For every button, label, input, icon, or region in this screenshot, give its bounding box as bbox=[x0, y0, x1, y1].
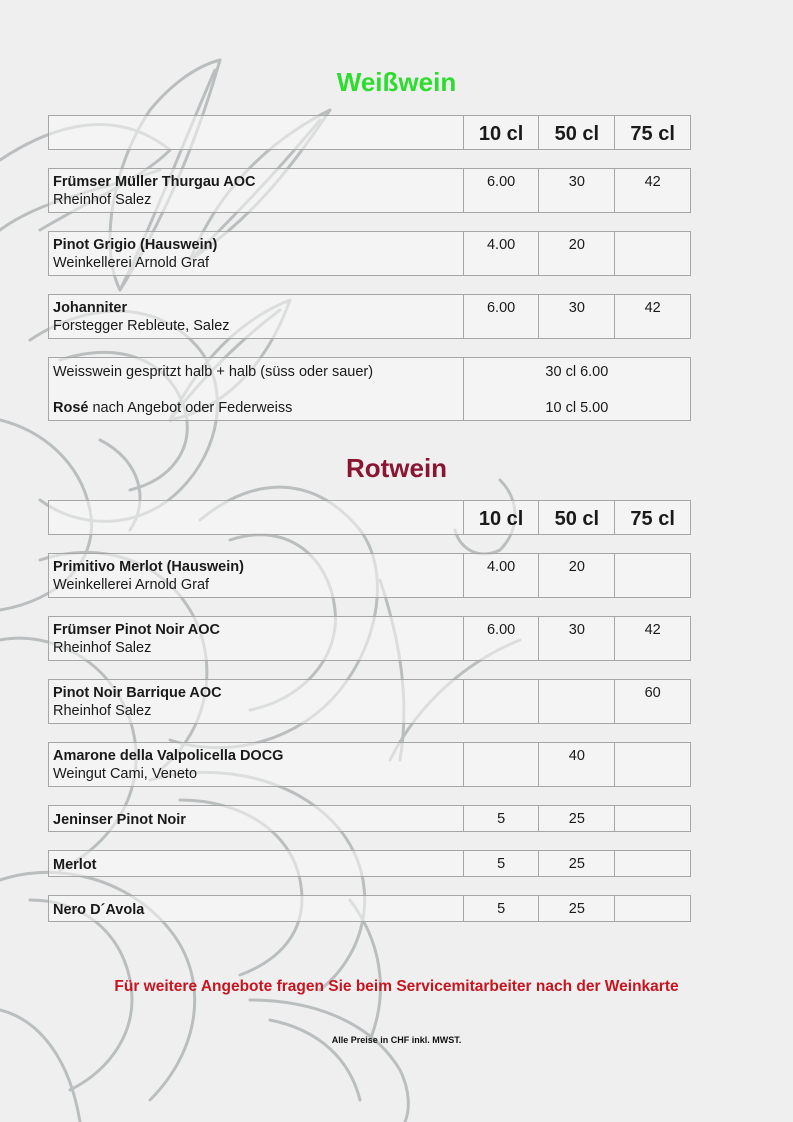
wine-producer: Rheinhof Salez bbox=[53, 703, 152, 719]
price-75cl: 42 bbox=[644, 174, 661, 190]
price-50cl bbox=[539, 680, 615, 723]
wine-name: Frümser Pinot Noir AOC bbox=[53, 622, 221, 638]
wine-row bbox=[48, 231, 691, 276]
wine-row bbox=[48, 616, 691, 661]
wine-producer: Rheinhof Salez bbox=[53, 192, 152, 208]
wine-name: Pinot Grigio (Hauswein) bbox=[53, 237, 218, 253]
wine-name: Primitivo Merlot (Hauswein) bbox=[53, 559, 244, 575]
wine-name-cell bbox=[49, 554, 464, 597]
price-10cl: 5 bbox=[464, 851, 540, 876]
wine-name-cell bbox=[49, 743, 464, 786]
wine-name: Jeninser Pinot Noir bbox=[53, 812, 186, 828]
price-75cl bbox=[615, 232, 690, 275]
spritzer-rose-price-cell bbox=[464, 358, 690, 420]
price-75cl: 42 bbox=[644, 622, 661, 638]
price-75cl bbox=[615, 896, 690, 921]
wine-producer: Weinkellerei Arnold Graf bbox=[53, 577, 210, 593]
wine-row bbox=[48, 742, 691, 787]
price-50cl: 30 bbox=[539, 295, 615, 338]
price-75cl bbox=[615, 851, 690, 876]
spritzer-text: Weisswein gespritzt halb + halb (süss oder sauer) bbox=[53, 364, 374, 380]
white-wine-title: Weißwein bbox=[336, 67, 457, 97]
spritzer-rose-text-cell bbox=[49, 358, 464, 420]
header-75cl: 75 cl bbox=[630, 508, 675, 530]
header-blank-cell bbox=[49, 501, 464, 534]
price-75cl bbox=[615, 554, 690, 597]
wine-name-cell bbox=[49, 169, 464, 212]
price-10cl: 5 bbox=[464, 896, 540, 921]
price-75cl bbox=[615, 806, 690, 831]
wine-name-cell bbox=[49, 896, 464, 921]
price-50cl: 25 bbox=[539, 851, 615, 876]
rose-line bbox=[53, 399, 459, 417]
header-50cl: 50 cl bbox=[539, 501, 615, 534]
spritzer-rose-row bbox=[48, 357, 691, 421]
rose-label: Rosé bbox=[53, 400, 89, 416]
header-75cl: 75 cl bbox=[630, 123, 675, 145]
wine-producer: Forstegger Rebleute, Salez bbox=[53, 318, 230, 334]
wine-row bbox=[48, 168, 691, 213]
wine-name-cell bbox=[49, 806, 464, 831]
header-10cl: 10 cl bbox=[464, 501, 540, 534]
white-wine-header-row bbox=[48, 115, 691, 150]
price-75cl: 42 bbox=[644, 300, 661, 316]
wine-producer: Weingut Cami, Veneto bbox=[53, 766, 198, 782]
header-blank-cell bbox=[49, 116, 464, 149]
header-50cl: 50 cl bbox=[539, 116, 615, 149]
wine-list-note: Für weitere Angebote fragen Sie beim Servicemitarbeiter nach der Weinkarte bbox=[114, 978, 679, 995]
price-10cl bbox=[464, 743, 540, 786]
wine-name-cell bbox=[49, 295, 464, 338]
price-75cl bbox=[615, 743, 690, 786]
wine-name-cell bbox=[49, 232, 464, 275]
wine-name-cell bbox=[49, 851, 464, 876]
wine-row bbox=[48, 294, 691, 339]
wine-row bbox=[48, 679, 691, 724]
wine-name: Nero D´Avola bbox=[53, 902, 145, 918]
price-10cl: 4.00 bbox=[464, 232, 540, 275]
price-50cl: 25 bbox=[539, 896, 615, 921]
wine-row bbox=[48, 850, 691, 877]
wine-name-cell bbox=[49, 680, 464, 723]
price-50cl: 30 bbox=[539, 169, 615, 212]
wine-name: Johanniter bbox=[53, 300, 128, 316]
spritzer-price: 30 cl 6.00 bbox=[545, 364, 609, 380]
price-10cl: 6.00 bbox=[464, 169, 540, 212]
price-10cl: 6.00 bbox=[464, 617, 540, 660]
price-75cl: 60 bbox=[644, 685, 661, 701]
red-wine-header-row bbox=[48, 500, 691, 535]
price-disclaimer: Alle Preise in CHF inkl. MWST. bbox=[331, 1035, 462, 1045]
wine-name-cell bbox=[49, 617, 464, 660]
wine-name: Merlot bbox=[53, 857, 97, 873]
red-wine-title: Rotwein bbox=[345, 453, 448, 483]
wine-row bbox=[48, 895, 691, 922]
price-50cl: 40 bbox=[539, 743, 615, 786]
wine-name: Frümser Müller Thurgau AOC bbox=[53, 174, 256, 190]
price-50cl: 30 bbox=[539, 617, 615, 660]
wine-name: Amarone della Valpolicella DOCG bbox=[53, 748, 284, 764]
header-10cl: 10 cl bbox=[464, 116, 540, 149]
wine-producer: Rheinhof Salez bbox=[53, 640, 152, 656]
price-10cl: 4.00 bbox=[464, 554, 540, 597]
price-50cl: 25 bbox=[539, 806, 615, 831]
price-10cl: 6.00 bbox=[464, 295, 540, 338]
price-10cl: 5 bbox=[464, 806, 540, 831]
rose-text: nach Angebot oder Federweiss bbox=[88, 400, 293, 416]
wine-producer: Weinkellerei Arnold Graf bbox=[53, 255, 210, 271]
price-10cl bbox=[464, 680, 540, 723]
wine-name: Pinot Noir Barrique AOC bbox=[53, 685, 222, 701]
rose-price: 10 cl 5.00 bbox=[545, 400, 609, 416]
wine-row bbox=[48, 553, 691, 598]
wine-row bbox=[48, 805, 691, 832]
price-50cl: 20 bbox=[539, 232, 615, 275]
price-50cl: 20 bbox=[539, 554, 615, 597]
